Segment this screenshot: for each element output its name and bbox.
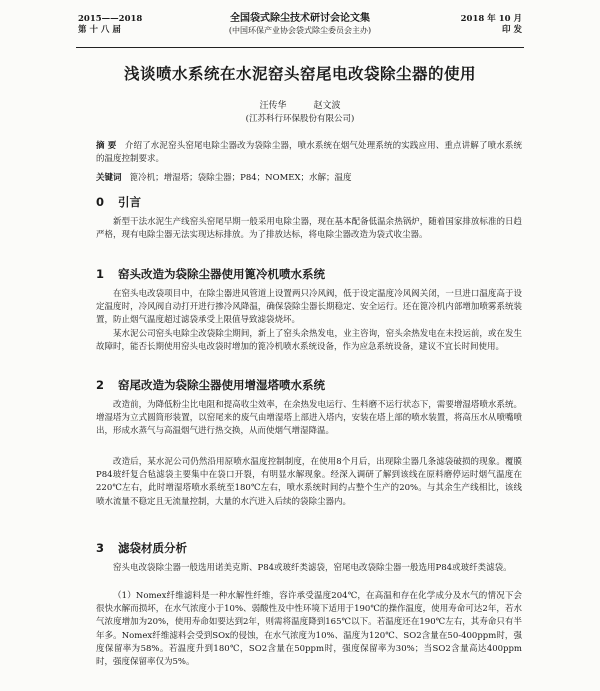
section-heading-1 [96,266,522,282]
section-heading-0 [96,194,522,210]
proceedings-organizer: (中国环保产业协会袋式除尘委员会主办) [228,26,372,35]
paragraph: （1）Nomex纤维滤料是一种水解性纤维，容许承受温度204℃，在高温和存在化学成分及水气的情况下会很快水解而损坏，在水气浓度小于10%、弱酸性及中性环境下适用于190℃的操作温度，使用寿命可达2年，若水气浓度增加为20%，使用寿命如要达到2年，则需将温度降到165℃以下。若温度还在190℃左右，其寿命只有半年多。Nomex纤维滤料会受到SOx的侵蚀，在水气浓度为10%、温度为120℃、SO2含量在50-400ppm时，强度保留率为58%。若温度升到180℃，SO2含量在50ppm时，强度保留率为30%；当SO2含量高达400ppm时，强度保留率仅为5%。 [96,591,522,668]
section-title: 窑头改造为袋除尘器使用篦冷机喷水系统 [118,267,325,281]
author-name: 汪传华 [259,101,287,111]
abstract-text: 介绍了水泥窑头窑尾电除尘器改为袋除尘器，喷水系统在烟气处理系统的实践应用、重点讲解了喷水系统的温度控制要求。 [96,141,522,164]
section-number: 2 [96,378,105,392]
author-list [0,98,600,111]
section-heading-3 [96,540,522,556]
section-number: 1 [96,267,105,281]
paragraph: 窑头电改袋除尘器一般选用诺美克斯、P84或玻纤类滤袋，窑尾电改袋除尘器一般选用P84或玻纤类滤袋。 [113,563,512,573]
author-affiliation: (江苏科行环保股份有限公司) [245,114,355,124]
section-heading-2 [96,377,522,393]
header-edition: 第 十 八 届 [78,25,121,35]
paragraph: 改造后，某水泥公司仍然沿用原喷水温度控制制度，在使用8个月后，出现除尘器几条滤袋破损的现象。覆膜P84玻纤复合毡滤袋主要集中在袋口开裂，有明显水解现象。经深入调研了解到该线在原料磨停运时烟气温度在220℃左右，此时增湿塔喷水系统至180℃左右，喷水系统时间约占整个生产的20%。与其余生产线相比，该线喷水流量不稳定且无流量控制，大量的水汽进入后续的袋除尘器内。 [96,457,522,507]
section-title: 滤袋材质分析 [118,541,187,555]
paragraph: 新型干法水泥生产线窑头窑尾早期一般采用电除尘器，现在基本配备低温余热锅炉，随着国家排放标准的日趋严格，现有电除尘器无法实现达标排放。为了排放达标，将电除尘器改造为袋式收尘器。 [96,217,522,241]
section-number: 3 [96,541,105,555]
header-printed: 印 发 [502,25,522,35]
header-years: 2015——2018 [78,14,143,24]
paragraph: 某水泥公司窑头电除尘改袋除尘期间，新上了窑头余热发电，业主咨询，窑头余热发电在未投运前，或在发生故障时，能否长期使用窑头电改袋时增加的篦冷机喷水系统设备，作为应急系统设备，建议不宜长时间使用。 [96,329,522,353]
keywords [96,172,522,185]
section-title: 窑尾改造为袋除尘器使用增湿塔喷水系统 [118,378,325,392]
header-right [461,14,522,36]
section-title: 引言 [118,195,141,209]
header-divider [76,47,524,48]
author-name: 赵文波 [313,101,341,111]
header-center [218,12,382,36]
header-left [78,14,142,36]
abstract [96,140,522,166]
paragraph: 改造前，为降低粉尘比电阻和提高收尘效率，在余热发电运行、生料磨不运行状态下，需要增湿塔喷水系统。增湿塔为立式圆筒形装置，以窑尾来的废气由增湿塔上部进入塔内，安装在塔上部的喷水装置，将高压水从喷嘴喷出，形成水蒸气与高温烟气进行热交换，从而使烟气增湿降温。 [96,400,522,437]
paragraph: 在窑头电改袋项目中，在除尘器进风管道上设置两只冷风阀，低于设定温度冷风阀关闭，一旦进口温度高于设定温度时，冷风阀自动打开进行掺冷风降温，确保袋除尘器长期稳定、安全运行。还在篦冷机内部增加喷雾系统装置，防止烟气温度超过滤袋承受上限值导致滤袋烧坏。 [96,289,522,326]
running-header [78,12,522,46]
keywords-label: 关键词 [96,173,122,183]
paper-title: 浅谈喷水系统在水泥窑头窑尾电改袋除尘器的使用 [123,65,476,83]
section-number: 0 [96,195,105,209]
abstract-label: 摘 要 [96,141,117,151]
proceedings-title: 全国袋式除尘技术研讨会论文集 [230,13,370,24]
keywords-text: 篦冷机；增湿塔；袋除尘器；P84；NOMEX；水解；温度 [129,173,352,183]
header-date: 2018 年 10 月 [460,14,522,24]
